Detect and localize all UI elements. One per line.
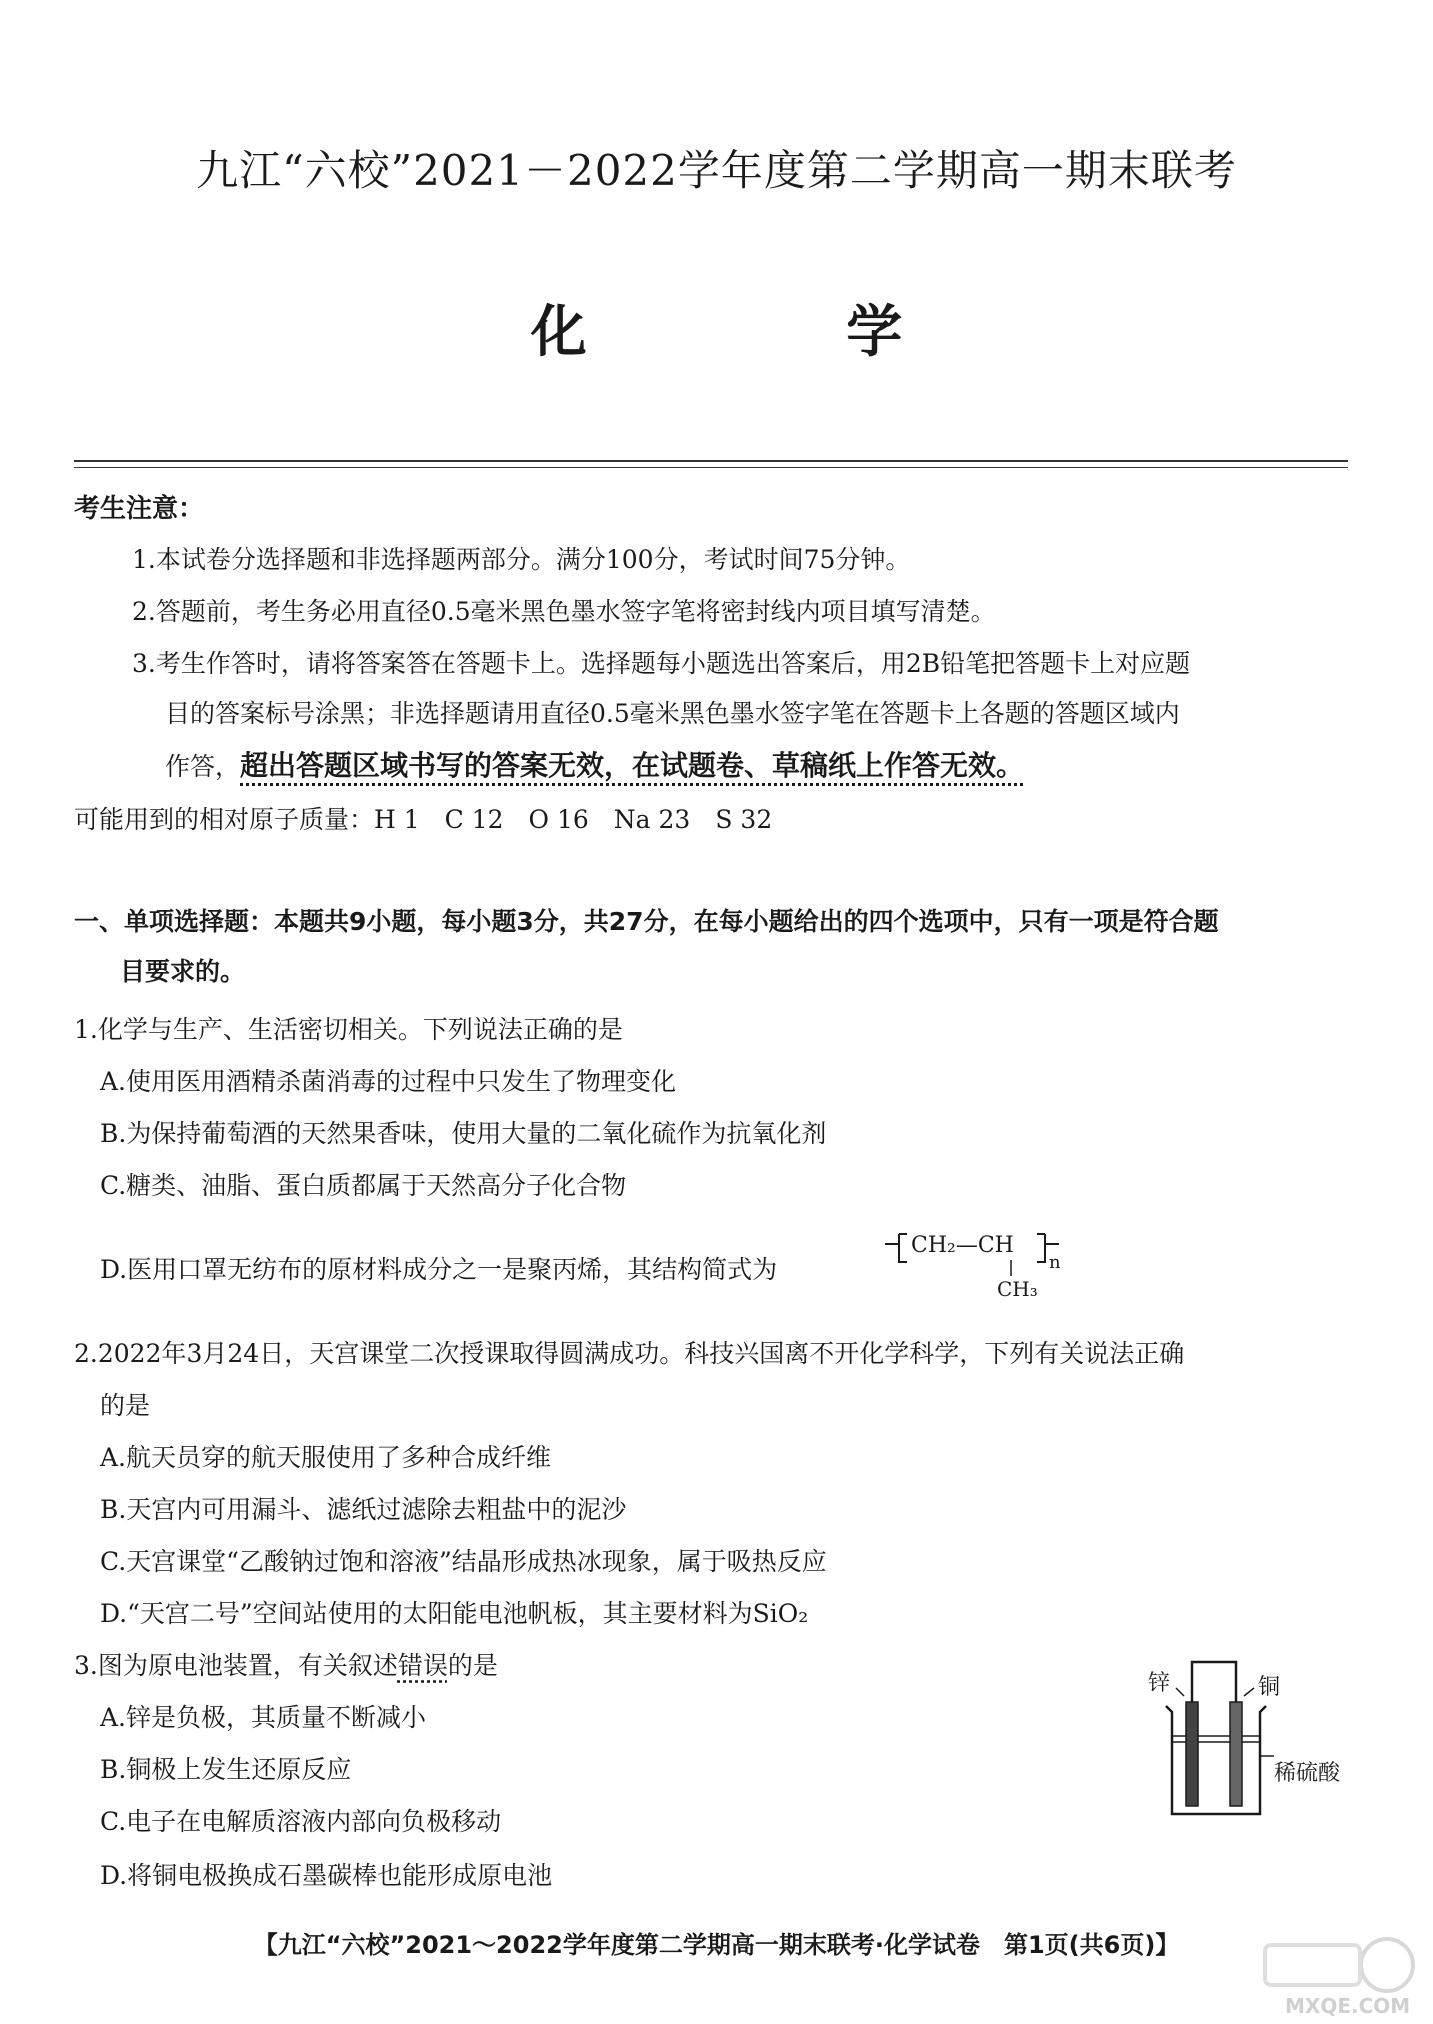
- page-footer: 【九江“六校”2021～2022学年度第二学期高一期末联考·化学试卷 第1页(共6页)】: [253, 1931, 1180, 1959]
- notice-item-3-line2: 目的答案标号涂黑；非选择题请用直径0.5毫米黑色墨水签字笔在答题卡上各题的答题区域内: [165, 699, 1180, 728]
- zinc-label: 锌: [1148, 1671, 1171, 1696]
- q3-option-b: B.铜极上发生还原反应: [100, 1755, 352, 1784]
- formula-main: CH₂—CH: [911, 1233, 1014, 1258]
- q1-option-c: C.糖类、油脂、蛋白质都属于天然高分子化合物: [100, 1171, 627, 1200]
- acid-label: 稀硫酸: [1274, 1761, 1341, 1786]
- watermark-logo: [1255, 1925, 1430, 2020]
- q1-option-a: A.使用医用酒精杀菌消毒的过程中只发生了物理变化: [100, 1067, 677, 1096]
- q2-stem-line2: 的是: [100, 1391, 151, 1420]
- copper-label: 铜: [1258, 1675, 1281, 1700]
- q3-stem-suffix: 的是: [447, 1651, 498, 1680]
- divider: [74, 460, 1348, 462]
- watermark-text: MXQE.COM: [1285, 1994, 1411, 2018]
- q2-stem: 2.2022年3月24日，天宫课堂二次授课取得圆满成功。科技兴国离不开化学科学，下列有关说法正确: [74, 1339, 1185, 1368]
- notice-item-1: 1.本试卷分选择题和非选择题两部分。满分100分，考试时间75分钟。: [132, 545, 911, 574]
- subject-title: 化 学: [530, 299, 1023, 365]
- galvanic-cell-diagram: [1148, 1652, 1368, 1824]
- q1-stem: 1.化学与生产、生活密切相关。下列说法正确的是: [74, 1015, 623, 1044]
- divider: [74, 467, 1348, 468]
- q3-option-c: C.电子在电解质溶液内部向负极移动: [100, 1807, 502, 1836]
- formula-n: n: [1049, 1252, 1061, 1273]
- formula-sub: CH₃: [997, 1277, 1038, 1301]
- q2-option-b: B.天宫内可用漏斗、滤纸过滤除去粗盐中的泥沙: [100, 1495, 627, 1524]
- notice-emphasis: 超出答题区域书写的答案无效，在试题卷、草稿纸上作答无效。: [240, 749, 1025, 782]
- q1-option-d: D.医用口罩无纺布的原材料成分之一是聚丙烯，其结构简式为: [100, 1255, 778, 1284]
- section-heading: 一、单项选择题：本题共9小题，每小题3分，共27分，在每小题给出的四个选项中，只有一项是符合题: [74, 907, 1219, 936]
- section-heading-line2: 目要求的。: [120, 957, 246, 986]
- notice-heading: 考生注意：: [74, 494, 205, 524]
- q3-stem: [74, 1646, 498, 1682]
- atomic-masses: 可能用到的相对原子质量：H 1 C 12 O 16 Na 23 S 32: [74, 805, 773, 834]
- exam-title: 九江“六校”2021－2022学年度第二学期高一期末联考: [196, 146, 1237, 195]
- notice-item-3: 3.考生作答时，请将答案答在答题卡上。选择题每小题选出答案后，用2B铅笔把答题卡上对应题: [132, 649, 1191, 678]
- notice-item-2: 2.答题前，考生务必用直径0.5毫米黑色墨水签字笔将密封线内项目填写清楚。: [132, 597, 996, 626]
- notice-item-3-line3: [165, 744, 1024, 784]
- q3-option-a: A.锌是负极，其质量不断减小: [100, 1703, 427, 1732]
- q3-stem-prefix: 3.图为原电池装置，有关叙述: [74, 1651, 398, 1680]
- q3-stem-emphasis: 错误: [397, 1651, 448, 1680]
- q3-option-d: D.将铜电极换成石墨碳棒也能形成原电池: [100, 1861, 553, 1890]
- polypropylene-formula: [885, 1222, 1075, 1302]
- q1-option-b: B.为保持葡萄酒的天然果香味，使用大量的二氧化硫作为抗氧化剂: [100, 1119, 827, 1148]
- q2-option-c: C.天宫课堂“乙酸钠过饱和溶液”结晶形成热冰现象，属于吸热反应: [100, 1547, 827, 1576]
- q2-option-d: D.“天宫二号”空间站使用的太阳能电池帆板，其主要材料为SiO₂: [100, 1599, 809, 1628]
- notice-item-3-prefix: 作答，: [165, 752, 241, 781]
- q2-option-a: A.航天员穿的航天服使用了多种合成纤维: [100, 1443, 552, 1472]
